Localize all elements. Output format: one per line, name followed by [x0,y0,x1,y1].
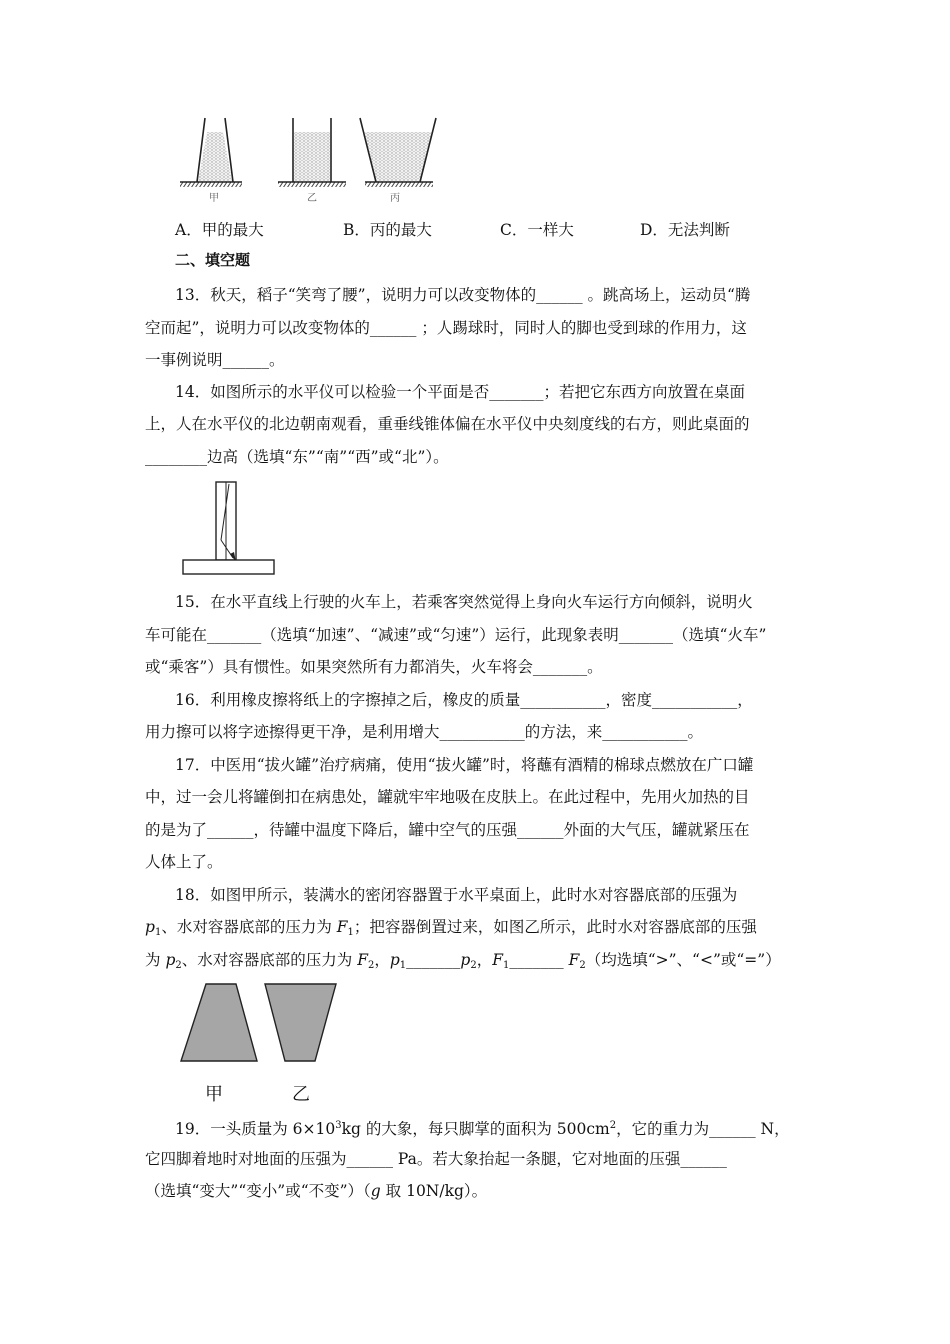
q18-line2: $p_1$、水对容器底部的压力为 $F_1$；把容器倒置过来，如图乙所示，此时水对容器底部的压强 [145,918,757,938]
label-jia: 甲 [209,193,219,204]
q19-line1: 19．一头质量为 $6\times 10^3kg$ 的大象，每只脚掌的面积为 $500cm^2$，它的重力为______ N， [175,1120,790,1138]
q14-line2: 上，人在水平仪的北边朝南观看，重垂线锥体偏在水平仪中央刻度线的右方，则此桌面的 [145,415,750,433]
q13-line3: 一事例说明______。 [145,351,285,369]
label-jia-2: 甲 [205,1084,223,1105]
q13-line1: 13．秋天，稻子“笑弯了腰”，说明力可以改变物体的______ 。跳高场上，运动员“腾 [175,286,751,304]
section-title: 二、填空题 [175,251,251,269]
option-c: C．一样大 [500,221,574,239]
q16-line1: 16．利用橡皮擦将纸上的字擦掉之后，橡皮的质量___________，密度___________， [175,691,753,709]
container-yi-inverted [265,984,336,1061]
label-bing: 丙 [390,193,400,204]
q13-line2: 空而起”，说明力可以改变物体的______ ；人踢球时，同时人的脚也受到球的作用力，这 [145,319,747,337]
container-bing [360,118,436,187]
q15-line2: 车可能在_______（选填“加速”、“减速”或“匀速”）运行，此现象表明_______（选填“火车” [145,626,767,644]
container-yi [278,118,346,187]
q18-line1: 18．如图甲所示，装满水的密闭容器置于水平桌面上，此时水对容器底部的压强为 [175,886,738,904]
option-b: B．丙的最大 [343,221,432,239]
level-instrument-figure [180,478,278,578]
q17-line1: 17．中医用“拔火罐”治疗病痛，使用“拔火罐”时，将蘸有酒精的棉球点燃放在广口罐 [175,756,754,774]
q17-line4: 人体上了。 [145,853,223,871]
q15-line1: 15．在水平直线上行驶的火车上，若乘客突然觉得上身向火车运行方向倾斜，说明火 [175,593,753,611]
label-yi-2: 乙 [292,1084,310,1105]
q15-line3: 或“乘客”）具有惯性。如果突然所有力都消失，火车将会_______。 [145,658,603,676]
q17-line3: 的是为了______，待罐中温度下降后，罐中空气的压强______外面的大气压，罐就紧压在 [145,821,750,839]
q19-line3: （选填“变大”“变小”或“不变”）（g 取 10N/kg）。 [145,1182,488,1200]
q14-line3: ________边高（选填“东”“南”“西”或“北”）。 [145,448,449,466]
option-d: D．无法判断 [640,221,730,239]
container-jia [180,118,242,187]
container-jia-upright [181,984,257,1061]
q17-line2: 中，过一会儿将罐倒扣在病患处，罐就牢牢地吸在皮肤上。在此过程中，先用火加热的目 [145,788,750,806]
option-a: A．甲的最大 [175,221,264,239]
label-yi: 乙 [307,193,317,204]
q14-line1: 14．如图所示的水平仪可以检验一个平面是否_______；若把它东西方向放置在桌面 [175,383,745,401]
q18-line3: 为 $p_2$、水对容器底部的压力为 $F_2$，$p_1\_\_\_\_\_\_\_p_2$，$F_1\_\_\_\_\_\_\_$ $F_2$（均选填“>”、“<”或“=”） [145,951,781,971]
q16-line2: 用力擦可以将字迹擦得更干净，是利用增大___________的方法，来___________。 [145,723,704,741]
q19-line2: 它四脚着地时对地面的压强为______ Pa。若大象抬起一条腿，它对地面的压强______ [145,1150,727,1168]
trapezoid-containers-figure [178,980,348,1065]
